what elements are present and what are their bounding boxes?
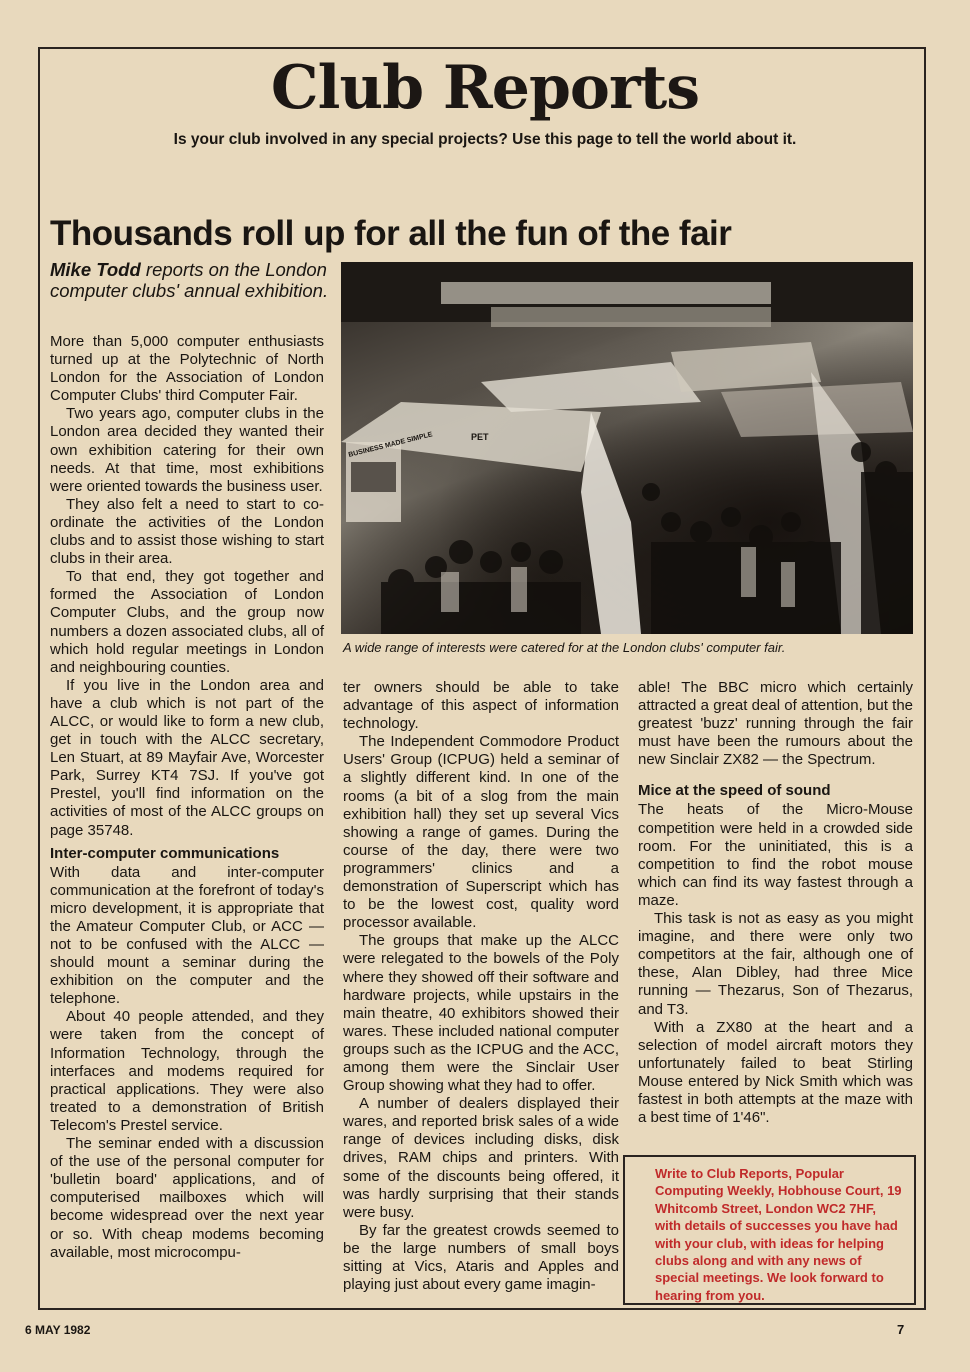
article-headline: Thousands roll up for all the fun of the fair bbox=[50, 214, 732, 253]
byline-text: reports on the London computer clubs' annual exhibition. bbox=[50, 259, 329, 301]
paragraph: The seminar ended with a discussion of the use of the personal computer for 'bulletin board' applications, and of computerised mailboxes which will become widespread over the next year or so. With cheap modems becoming available, most microcompu- bbox=[50, 1135, 324, 1261]
byline-author: Mike Todd bbox=[50, 259, 141, 280]
paragraph: A number of dealers displayed their wares, and reported brisk sales of a wide range of devices including disks, disk drives, RAM chips and printers. With some of the discounts being offered, it was hardly surprising that their stands were busy. bbox=[343, 1095, 619, 1221]
paragraph: Two years ago, computer clubs in the London area decided they wanted their own exhibition catering for their own needs. At that time, most exhibitions were oriented towards the business user. bbox=[50, 405, 324, 495]
paragraph: The Independent Commodore Product Users' Group (ICPUG) held a seminar of a slightly different kind. In one of the rooms (a bit of a slog from the main exhibition hall) they set up several Vics showing a range of games. During the course of the day, there were two programmers' clinics and a demonstration of Superscript which has to be the lowest cost, quality word processor available. bbox=[343, 733, 619, 932]
paragraph: The groups that make up the ALCC were relegated to the bowels of the Poly where they showed off their software and hardware projects, while upstairs in the main theatre, 40 exhibitors showed their wares. These included national computer groups such as the ICPUG and the ACC, among them were the Sinclair User Group showing what they had to offer. bbox=[343, 932, 619, 1095]
article-column-1 bbox=[50, 333, 324, 1262]
paragraph: About 40 people attended, and they were taken from the concept of Information Technology, through the interfaces and modems required for practical applications. They were also treated to a demonstration of British Telecom's Prestel service. bbox=[50, 1008, 324, 1134]
notice-box bbox=[623, 1155, 916, 1305]
subheading: Inter-computer communications bbox=[50, 844, 280, 862]
photo-sign-business: BUSINESS MADE SIMPLE bbox=[347, 431, 434, 459]
paragraph: They also felt a need to start to co-ordinate the activities of the London clubs and to assist those wishing to start clubs in their area. bbox=[50, 495, 324, 568]
paragraph: The heats of the Micro-Mouse competition were held in a crowded side room. For the uninitiated, this is a competition to find the robot mouse which can find its way fastest through a maze. bbox=[638, 801, 913, 909]
exhibition-photo-illustration bbox=[341, 262, 913, 634]
photo-caption: A wide range of interests were catered for at the London clubs' computer fair. bbox=[343, 640, 786, 655]
paragraph: To that end, they got together and formed the Association of London Computer Clubs, and the group now numbers a dozen associated clubs, all of which hold regular meetings in London and neighbouring counties. bbox=[50, 568, 324, 676]
paragraph: ter owners should be able to take advantage of this aspect of information technology. bbox=[343, 679, 619, 733]
article-byline bbox=[50, 259, 330, 301]
article-column-3 bbox=[638, 679, 913, 1127]
photo-sign-pet: PET bbox=[471, 432, 489, 442]
section-tagline: Is your club involved in any special projects? Use this page to tell the world about it. bbox=[173, 131, 797, 148]
paragraph: This task is not as easy as you might imagine, and there were only two competitors at the fair, although one of these, Alan Dibley, had three Mice running — Thezarus, Son of Thezarus, and T3. bbox=[638, 910, 913, 1018]
article-column-2 bbox=[343, 679, 619, 1294]
subheading: Mice at the speed of sound bbox=[638, 782, 831, 800]
paragraph: With a ZX80 at the heart and a selection of model aircraft motors they unfortunately failed to beat Stirling Mouse entered by Nick Smith which was fastest in both attempts at the maze with a best time of 1'46". bbox=[638, 1018, 913, 1127]
paragraph: With data and inter-computer communication at the forefront of today's micro development, it is appropriate that the Amateur Computer Club, or ACC — not to be confused with the ALCC — should mount a seminar during the exhibition on the computer and the telephone. bbox=[50, 863, 324, 1008]
paragraph: By far the greatest crowds seemed to be the large numbers of small boys sitting at Vics, Ataris and Apples and playing just about every game imagin- bbox=[343, 1221, 619, 1294]
paragraph: If you live in the London area and have a club which is not part of the ALCC, or would like to form a new club, get in touch with the ALCC secretary, Len Stuart, at 89 Mayfair Ave, Worcester Park, Surrey KT4 7SJ. If you've got Prestel, you'll find information on the activities of most of the ALCC groups on page 35748. bbox=[50, 676, 324, 839]
paragraph: More than 5,000 computer enthusiasts turned up at the Polytechnic of North London for the Association of London Computer Clubs' third Computer Fair. bbox=[50, 333, 324, 405]
notice-text: Write to Club Reports, Popular Computing Weekly, Hobhouse Court, 19 Whitcomb Street, London WC2 7HF, with details of successes you have had with your club, with ideas for helping clubs along and with any news of special meetings. We look forward to hearing from you. bbox=[655, 1166, 902, 1303]
page-number: 7 bbox=[897, 1322, 905, 1337]
issue-date: 6 MAY 1982 bbox=[25, 1323, 91, 1337]
paragraph: able! The BBC micro which certainly attracted a great deal of attention, but the greatest 'buzz' running through the fair must have been the rumours about the new Sinclair ZX82 — the Spectrum. bbox=[638, 679, 913, 769]
exhibition-photo bbox=[341, 262, 913, 634]
section-title: Club Reports bbox=[270, 53, 700, 123]
